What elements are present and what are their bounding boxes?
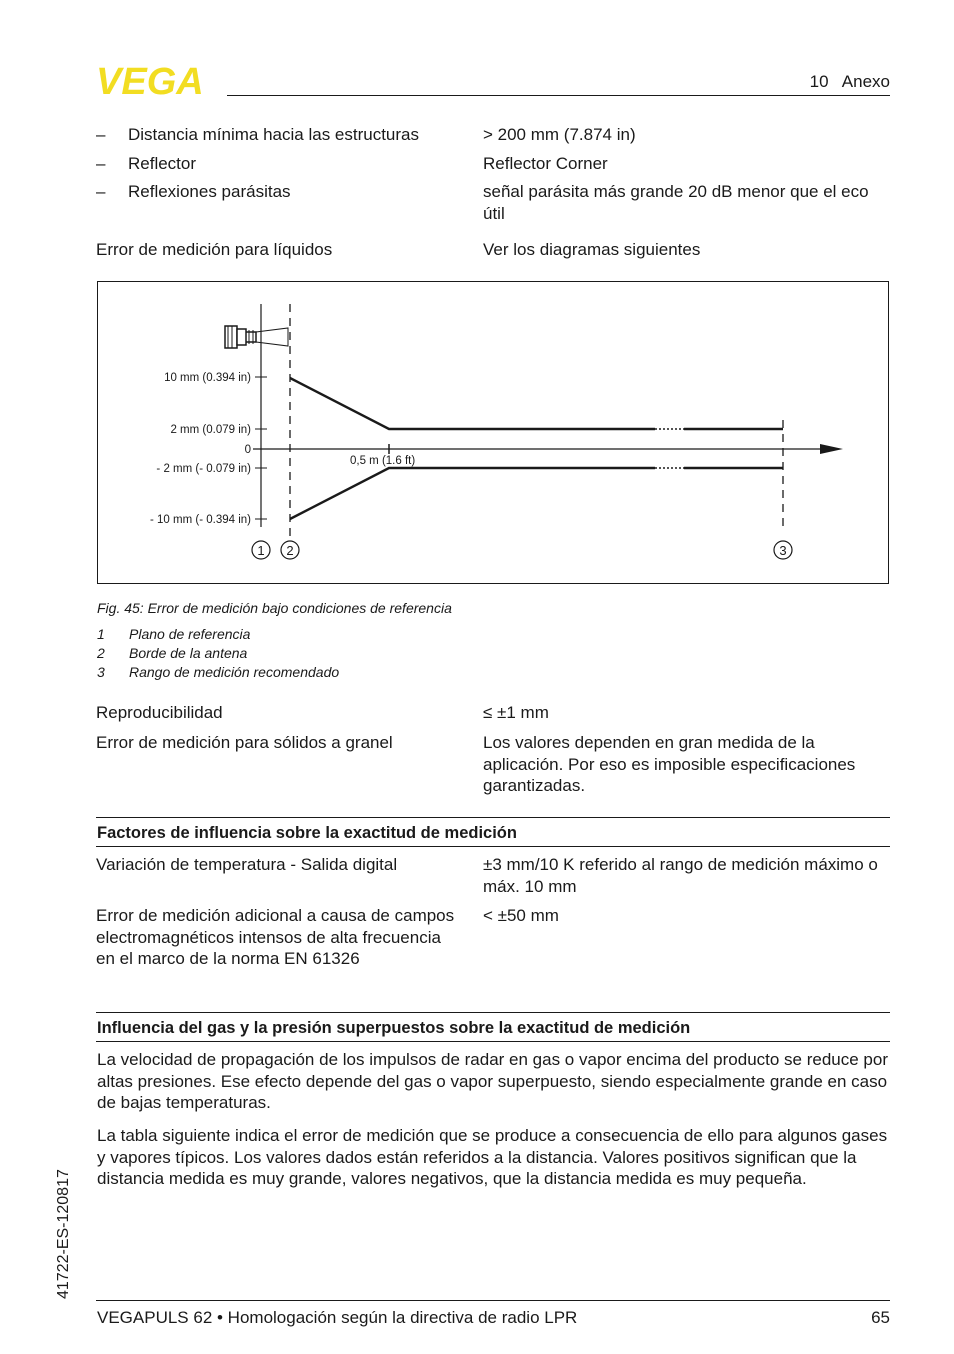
dash-icon: – [96, 154, 106, 173]
legend-num: 1 [97, 626, 105, 642]
emc-error-value: < ±50 mm [483, 906, 559, 925]
footer-title: VEGAPULS 62 • Homologación según la directiva de radio LPR [97, 1308, 578, 1327]
error-liquids-label: Error de medición para líquidos [96, 240, 333, 259]
error-liquids-value: Ver los diagramas siguientes [483, 240, 701, 259]
reproducibility-value: ≤ ±1 mm [483, 703, 549, 722]
section-title: Factores de influencia sobre la exactitud de medición [97, 824, 517, 842]
logo-text: VEGA [96, 64, 204, 98]
section-rule [96, 1041, 890, 1042]
spec-label: Reflector [128, 154, 197, 173]
y-tick-label: - 2 mm (- 0.079 in) [156, 463, 251, 475]
bulk-error-label: Error de medición para sólidos a granel [96, 733, 393, 752]
spec-value: Reflector Corner [483, 154, 608, 173]
figure-caption: Fig. 45: Error de medición bajo condiciones de referencia [97, 600, 452, 616]
legend-text: Borde de la antena [129, 645, 248, 661]
spec-label: Distancia mínima hacia las estructuras [128, 125, 420, 144]
header-rule [227, 95, 890, 96]
marker-3 [774, 541, 792, 559]
footer-rule [96, 1300, 890, 1301]
marker-2 [281, 541, 299, 559]
document-code-text: 41722-ES-120817 [55, 1169, 72, 1299]
section-rule [96, 1012, 890, 1013]
section-rule [96, 846, 890, 847]
legend-num: 2 [97, 645, 105, 661]
spec-value: señal parásita más grande 20 dB menor que el eco útil [483, 182, 869, 223]
y-tick-label: 10 mm (0.394 in) [164, 372, 251, 384]
dash-icon: – [96, 182, 106, 201]
paragraph: La velocidad de propagación de los impulsos de radar en gas o vapor encima del producto se reduce por altas presiones. Ese efecto depende del gas o vapor superpuesto, siendo especialmente grande en caso de bajas temperaturas. [97, 1050, 888, 1112]
section-rule [96, 817, 890, 818]
spec-value: > 200 mm (7.874 in) [483, 125, 636, 144]
legend-num: 3 [97, 664, 105, 680]
y-tick-label: - 10 mm (- 0.394 in) [150, 514, 251, 526]
dash-icon: – [96, 125, 106, 144]
error-chart [98, 282, 888, 583]
x-tick-label: 0,5 m (1.6 ft) [350, 455, 416, 467]
reproducibility-label: Reproducibilidad [96, 703, 223, 722]
paragraph: La tabla siguiente indica el error de medición que se produce a consecuencia de ello para algunos gases y vapores típicos. Los valores dados están referidos a la distancia. Valores positivos significan que la distancia medida es muy grande, valores negativos, que la distancia medida es muy pequeña. [97, 1126, 888, 1188]
arrow-right-icon [820, 444, 843, 454]
section-title: Influencia del gas y la presión superpuestos sobre la exactitud de medición [97, 1019, 691, 1037]
legend-text: Rango de medición recomendado [129, 664, 340, 680]
legend-text: Plano de referencia [129, 626, 251, 642]
emc-error-label: Error de medición adicional a causa de campos electromagnéticos intensos de alta frecuencia en el marco de la norma EN 61326 [96, 906, 455, 968]
svg-text:3: 3 [779, 543, 787, 558]
vega-logo [96, 64, 220, 98]
temperature-value: ±3 mm/10 K referido al rango de medición máximo o máx. 10 mm [483, 855, 878, 896]
spec-label: Reflexiones parásitas [128, 182, 291, 201]
chapter-label: 10 Anexo [809, 72, 890, 91]
sensor-icon [225, 326, 288, 348]
svg-text:1: 1 [257, 543, 265, 558]
document-code [38, 1159, 78, 1299]
y-tick-label: 0 [244, 444, 251, 456]
svg-text:2: 2 [286, 543, 294, 558]
marker-1 [252, 541, 270, 559]
temperature-label: Variación de temperatura - Salida digital [96, 855, 398, 874]
series-upper [290, 378, 655, 429]
bulk-error-value: Los valores dependen en gran medida de la aplicación. Por eso es imposible especificaciones garantizadas. [483, 733, 856, 795]
page-number: 65 [871, 1308, 890, 1327]
figure-frame [97, 281, 889, 584]
y-tick-label: 2 mm (0.079 in) [170, 424, 251, 436]
series-lower [290, 468, 655, 519]
